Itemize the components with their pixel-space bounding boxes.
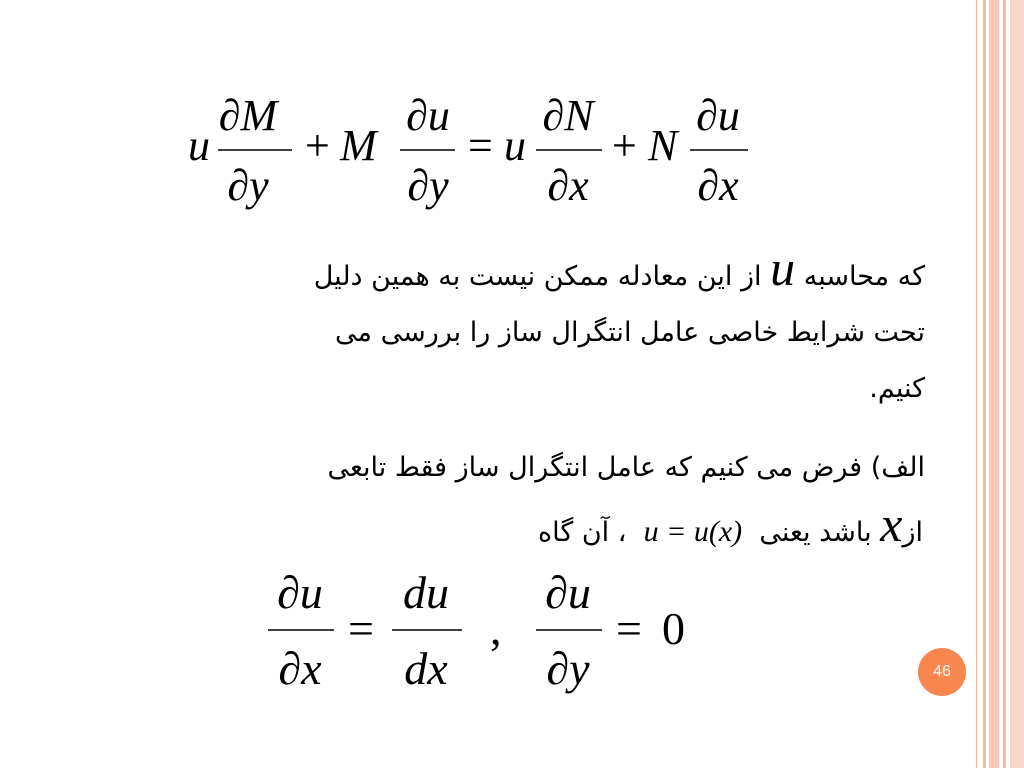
paragraph-2-line-1: الف) فرض می کنیم که عامل انتگرال ساز فقط تابعی (327, 452, 925, 483)
p1-text-b: از این معادله ممکن نیست به همین دلیل (313, 261, 762, 292)
eq2-right-den: ∂y (546, 643, 590, 694)
eq1-num-3: ∂N (542, 91, 594, 140)
eq1-den-4: ∂x (697, 161, 739, 210)
equation-partial-derivatives (250, 560, 710, 710)
p2-suffix: ، آن گاه (538, 517, 627, 548)
eq1-den-1: ∂y (227, 161, 269, 210)
frame-line (1010, 0, 1024, 768)
paragraph-2-line-2 (110, 496, 925, 561)
paragraph-1-line-1 (110, 240, 925, 305)
eq1-den-2: ∂y (407, 161, 449, 210)
eq1-coef-1: u (188, 121, 210, 170)
eq1-op-2: = (468, 121, 493, 170)
equation-exactness-condition (170, 88, 770, 218)
frame-line (976, 0, 977, 768)
paragraph-2 (110, 440, 925, 561)
eq2-left-den: ∂x (278, 643, 322, 694)
eq2-left-num: ∂u (277, 567, 323, 618)
eq2-equals-2: = (616, 603, 642, 654)
eq2-rhs: 0 (662, 603, 685, 654)
variable-x: x (880, 496, 903, 552)
paragraph-1 (110, 240, 925, 417)
p2-mid: باشد یعنی (759, 517, 872, 548)
eq1-coef-4: N (648, 121, 678, 170)
eq1-coef-3: u (504, 121, 526, 170)
eq1-coef-2: M (340, 121, 377, 170)
variable-u: u (770, 240, 796, 296)
page-number-badge: 46 (918, 648, 966, 696)
eq1-op-3: + (612, 121, 637, 170)
eq2-equals-1: = (348, 603, 374, 654)
eq2-right-num: ∂u (545, 567, 591, 618)
paragraph-1-line-2: تحت شرایط خاصی عامل انتگرال ساز را بررسی می (335, 317, 925, 348)
frame-line (983, 0, 986, 768)
eq1-den-3: ∂x (547, 161, 589, 210)
inline-equation: u = u(x) (643, 515, 743, 548)
p2-prefix: از (902, 517, 923, 548)
eq1-op-1: + (305, 121, 330, 170)
eq2-mid-den: dx (404, 643, 448, 694)
frame-line (1003, 0, 1006, 768)
eq2-mid-num: du (403, 567, 449, 618)
eq1-num-1: ∂M (218, 91, 278, 140)
eq1-num-2: ∂u (406, 91, 450, 140)
eq2-comma: , (490, 603, 502, 654)
paragraph-1-line-3: کنیم. (869, 373, 925, 404)
eq1-num-4: ∂u (696, 91, 740, 140)
frame-line (989, 0, 999, 768)
p1-text-a: که محاسبه (803, 261, 925, 292)
